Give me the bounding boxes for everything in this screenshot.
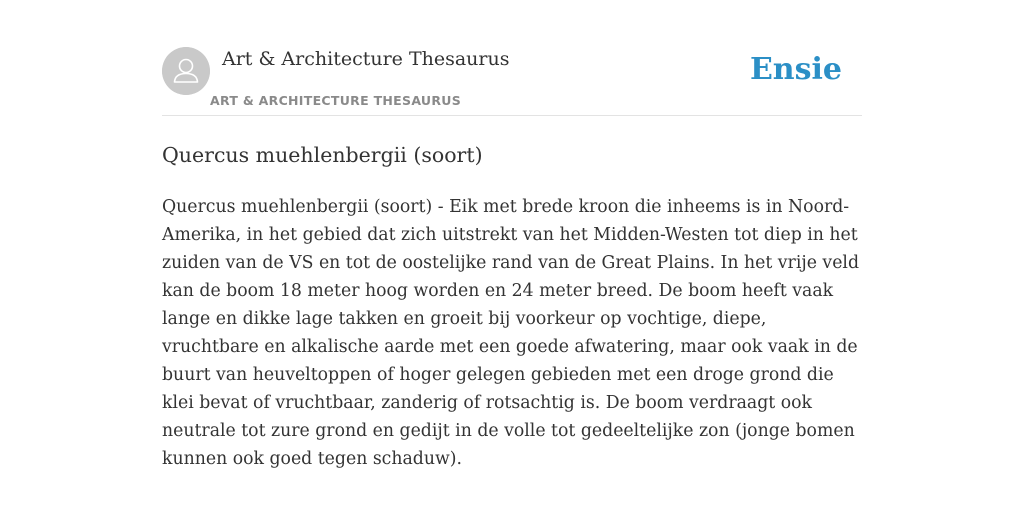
divider [162, 115, 862, 116]
definition-text: Quercus muehlenbergii (soort) - Eik met brede kroon die inheems is in Noord-Amerika, in het gebied dat zich uitstrekt van het Midden-Westen tot diep in het zuiden van de VS en tot de oostelijke rand van de Great Plains. In het vrije veld kan de boom 18 meter hoog worden en 24 meter breed. De boom heeft vaak lange en dikke lage takken en groeit bij voorkeur op vochtige, diepe, vruchtbare en alkalische aarde met een goede afwatering, maar ook vaak in de buurt van heuveltoppen of hoger gelegen gebieden met een droge grond die klei bevat of vruchtbaar, zanderig of rotsachtig is. De boom verdraagt ook neutrale tot zure grond en gedijt in de volle tot gedeeltelijke zon (jonge bomen kunnen ook goed tegen schaduw). [162, 197, 860, 469]
user-placeholder-icon[interactable] [162, 47, 210, 95]
source-label[interactable]: ART & ARCHITECTURE THESAURUS [210, 93, 462, 108]
term-title: Quercus muehlenbergii (soort) [162, 143, 483, 167]
source-title[interactable]: Art & Architecture Thesaurus [222, 48, 510, 70]
brand-logo[interactable]: Ensie [749, 52, 842, 87]
source-header [162, 47, 862, 115]
